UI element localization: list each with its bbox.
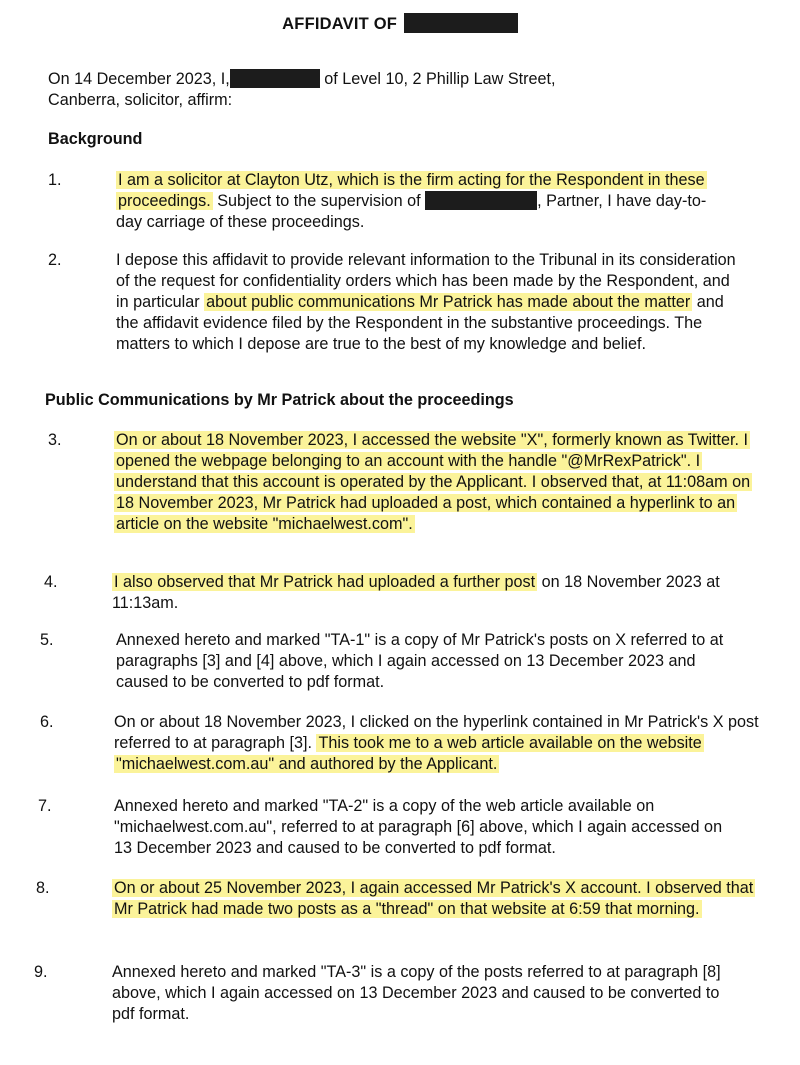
paragraph-text-part: Annexed hereto and marked "TA-1" is a copy of Mr Patrick's posts on X referred to at paragraphs [3] and [4] above, which I again accessed on 13 December 2023 and caused to be converted to pdf format.: [116, 631, 724, 691]
paragraph-text-part: I depose this affidavit to provide relevant information to the Tribunal in its consideration of the request for confidentiality orders which has been made by the Respondent, and in particular: [116, 251, 736, 311]
paragraph-text-part: Subject to the supervision of: [212, 192, 421, 210]
paragraph-text: [116, 250, 741, 355]
paragraph-text: [116, 630, 736, 693]
paragraph-text: [112, 572, 737, 614]
intro-line2: Canberra, solicitor, affirm:: [48, 91, 233, 109]
document-title: [0, 13, 800, 35]
paragraph-text-part: Annexed hereto and marked "TA-3" is a copy of the posts referred to at paragraph [8] above, which I again accessed on 13 December 2023 and caused to be converted to pdf format.: [112, 963, 721, 1023]
paragraph-text-part: Annexed hereto and marked "TA-2" is a copy of the web article available on "michaelwest.com.au", referred to at paragraph [6] above, which I again accessed on 13 December 2023 and caused to be converted to pdf format.: [114, 797, 723, 857]
paragraph-number: 3.: [48, 431, 62, 449]
redacted-partner-name: [425, 191, 537, 210]
paragraph-text-part: On or about 18 November 2023, I clicked on the hyperlink contained in Mr Patrick's X post referred to at paragraph [3].: [114, 713, 759, 752]
paragraph-text-part: on 18 November 2023 at 11:13am.: [112, 573, 720, 612]
paragraph-text: [114, 796, 744, 859]
paragraph-number: 8.: [36, 879, 50, 897]
highlighted-text: This took me to a web article available on the website "michaelwest.com.au" and authored by the Applicant.: [116, 734, 702, 773]
intro-line1-end: of Level 10, 2 Phillip Law Street,: [319, 70, 556, 88]
paragraph-number: 6.: [40, 713, 54, 731]
paragraph-number: 9.: [34, 963, 48, 981]
title-text: AFFIDAVIT OF: [282, 15, 398, 33]
highlighted-text: I also observed that Mr Patrick had uploaded a further post: [114, 573, 536, 591]
highlighted-text: about public communications Mr Patrick has made about the matter: [206, 293, 691, 311]
paragraph-number: 7.: [38, 797, 52, 815]
redacted-name-block: [404, 13, 518, 33]
paragraph-text-part: and the affidavit evidence filed by the Respondent in the substantive proceedings. The matters to which I depose are true to the best of my knowledge and belief.: [116, 293, 724, 353]
paragraph-text: [114, 712, 764, 775]
intro-line1-start: On 14 December 2023, I,: [48, 70, 230, 88]
highlighted-text: On or about 25 November 2023, I again accessed Mr Patrick's X account. I observed that Mr Patrick had made two posts as a "thread" on that website at 6:59 that morning.: [114, 879, 754, 918]
paragraph-number: 5.: [40, 631, 54, 649]
paragraph-text: [112, 962, 732, 1025]
intro-paragraph: [48, 69, 728, 111]
heading-background: Background: [48, 130, 143, 148]
heading-public-communications: Public Communications by Mr Patrick about the proceedings: [45, 391, 514, 409]
paragraph-text: [112, 878, 762, 920]
highlighted-text: I am a solicitor at Clayton Utz, which is the firm acting for the Respondent in these proceedings.: [118, 171, 705, 210]
paragraph-text-part: , Partner, I have day-to-day carriage of these proceedings.: [116, 192, 707, 231]
paragraph-text: [116, 170, 726, 233]
paragraph-number: 1.: [48, 171, 62, 189]
paragraph-number: 2.: [48, 251, 62, 269]
paragraph-text: [114, 430, 759, 535]
redacted-deponent-name: [230, 69, 320, 88]
paragraph-number: 4.: [44, 573, 58, 591]
highlighted-text: On or about 18 November 2023, I accessed the website "X", formerly known as Twitter. I opened the webpage belonging to an account with the handle "@MrRexPatrick". I understand that this account is operated by the Applicant. I observed that, at 11:08am on 18 November 2023, Mr Patrick had uploaded a post, which contained a hyperlink to an article on the website "michaelwest.com".: [116, 431, 751, 533]
